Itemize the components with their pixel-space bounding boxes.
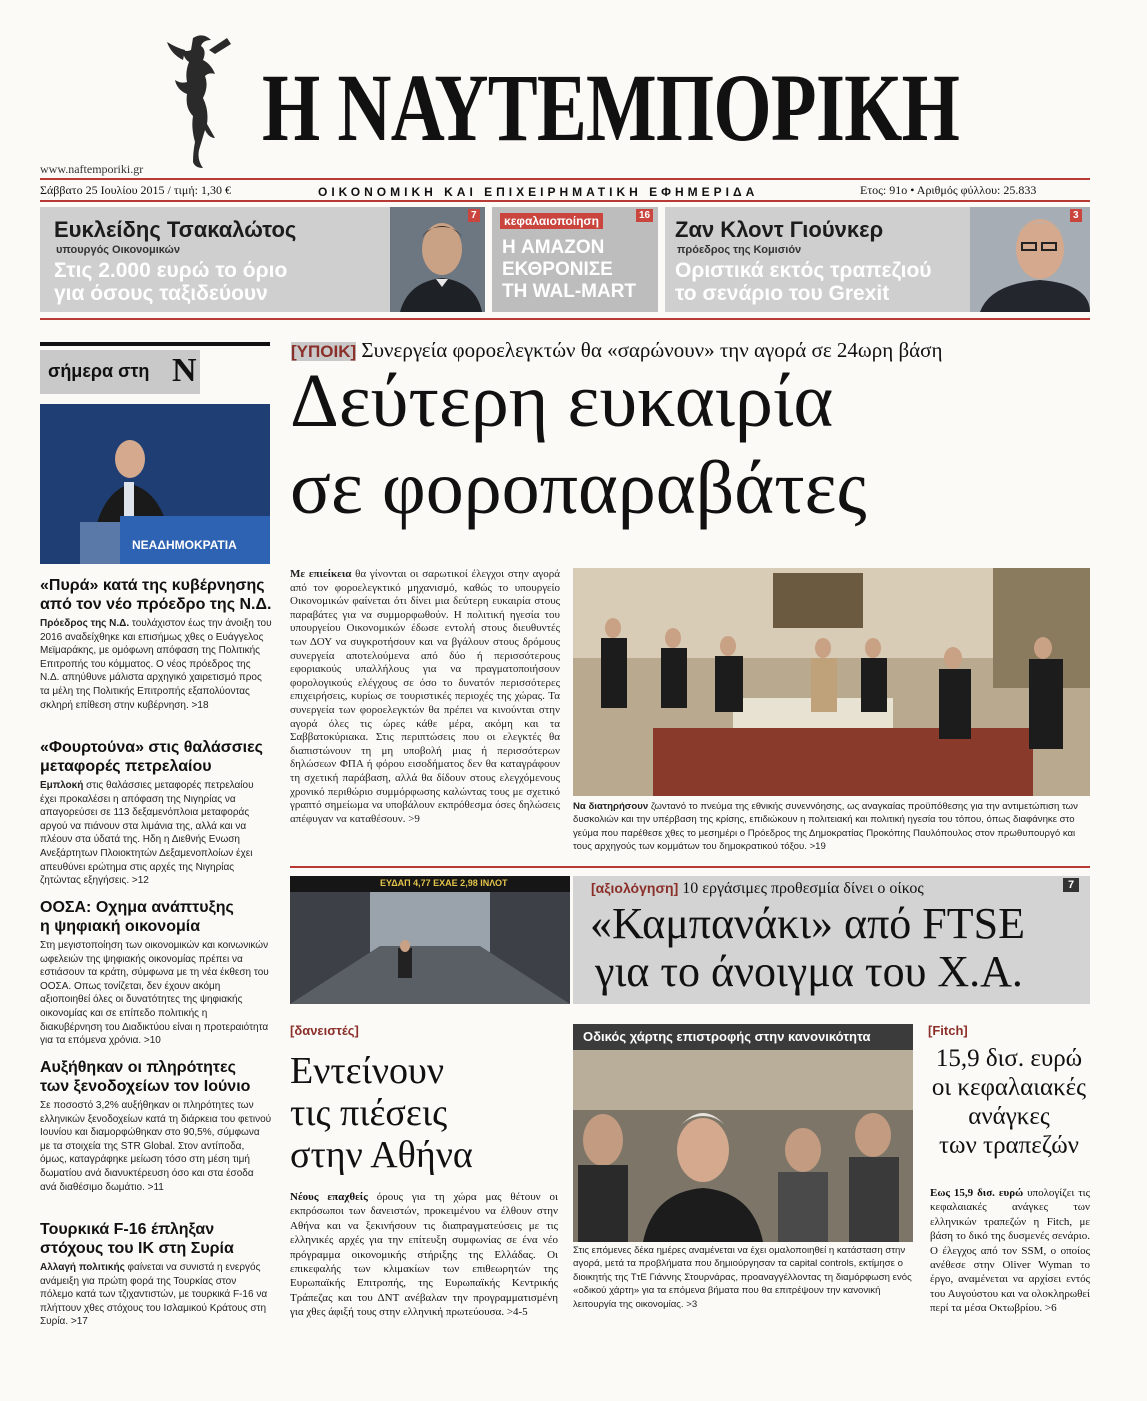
teaser-headline-line2: για όσους ταξιδεύουν — [54, 282, 268, 305]
section-rule — [40, 318, 1090, 320]
page-ref: 7 — [468, 209, 480, 222]
story-title-line2: των ξενοδοχείων τον Ιούνιο — [40, 1078, 251, 1095]
ftse-rule — [290, 866, 1090, 868]
lenders-headline-line1: Εντείνουν — [290, 1050, 445, 1092]
ftse-headline-line1: «Καμπανάκι» από FTSE — [590, 899, 1025, 948]
story-title-line1: «Πυρά» κατά της κυβέρνησης — [40, 577, 265, 594]
story-body: στις θαλάσσιες μεταφορές πετρελαίου έχει προκαλέσει η απόφαση της Νιγηρίας να απαγορεύσει σε 113 δεξαμενόπλοια μεταφοράς αργού να πιάνουν στα λιμάνια της, αλλά και να πλέουν στα ύδατά της. Ηδη η Διεθνής Ενωση Ανεξάρτητων Πλοιοκτητών Δεξαμενοπλοίων έχει απευθύνει ερώτημα στις αρχές της Νιγηρίας ζητώντας εξηγήσεις. >12 — [40, 780, 254, 887]
sidebar-story-5[interactable] — [40, 1220, 272, 1329]
stock-exchange-photo — [290, 876, 570, 1004]
lenders-headline[interactable] — [290, 1050, 473, 1176]
lead-body-lead: Με επιείκεια — [290, 568, 352, 580]
story-lead: Πρόεδρος της Ν.Δ. — [40, 618, 130, 629]
teaser-headline-line1: Στις 2.000 ευρώ το όριο — [54, 259, 288, 282]
lenders-kicker: [δανειστές] — [290, 1023, 359, 1038]
sidebar-story-2[interactable] — [40, 738, 272, 888]
sidebar-label: σήμερα στη — [48, 361, 150, 381]
teaser-rule — [40, 200, 1090, 202]
lenders-body-text: όρους για τη χώρα μας θέτουν οι εκπρόσωποι των δανειστών, προκειμένου να έλθουν στην Αθήνα και να ξεκινήσουν τις διαπραγματεύσεις με τις ελληνικές αρχές για την επίτευξη συμφωνίας σε ένα νέο πρόγραμμα οικονομικής στήριξης της Ελλάδας. Οι επικεφαλής των κλιμακίων των επιθεωρητών της Ευρωπαϊκής Επιτροπής, της Ευρωπαϊκής Κεντρικής Τράπεζας και του ΔΝΤ ανέβαλαν την προγραμματισμένη για χθες άφιξή τους στην ελληνική πρωτεύουσα. >4-5 — [290, 1191, 559, 1319]
page-ref: 7 — [1063, 878, 1079, 892]
photo-banner: ΝΕΑΔΗΜΟΚΡΑΤΙΑ — [132, 538, 237, 552]
lenders-body — [290, 1190, 558, 1320]
story-body: Στη μεγιστοποίηση των οικονομικών και κοινωνικών ωφελειών της ψηφιακής οικονομίας πρέπει να εστιάσουν τα κράτη, σύμφωνα με τη νέα έκθεση του ΟΟΣΑ. Οπως τονίζεται, δεν έχουν ακόμη αξιοποιηθεί όλες οι δυνατότητες της ψηφιακής οικονομίας και σε επίπεδο πολιτικής η διακυβέρνηση του Διαδικτύου είναι η προτεραιότητα για τα επόμενα χρόνια. >10 — [40, 940, 269, 1047]
ftse-headline-line2: για το άνοιγμα του Χ.Α. — [595, 947, 1023, 996]
presidential-lunch-photo — [573, 568, 1090, 796]
fitch-headline-line1: 15,9 δισ. ευρώ — [935, 1045, 1083, 1072]
lenders-body-lead: Νέους επαχθείς — [290, 1191, 368, 1203]
ftse-headline-box[interactable] — [573, 876, 1090, 1004]
sidebar-story-3[interactable] — [40, 898, 272, 1048]
story-body: φαίνεται να συνιστά η ενεργός ανάμειξη για πρώτη φορά της Τουρκίας στον πόλεμο κατά των τζιχαντιστών, με τουρκικά F-16 να πλήττουν χθες στόχους του Ισλαμικού Κράτους στη Συρία. >17 — [40, 1262, 268, 1328]
teaser-amazon[interactable] — [492, 207, 658, 312]
roadmap-banner-text: Οδικός χάρτης επιστροφής στην κανονικότητα — [583, 1029, 871, 1044]
roadmap-caption: Στις επόμενες δέκα ημέρες αναμένεται να έχει ομαλοποιηθεί η κατάσταση στην αγορά, μετά τα προβλήματα που δημιούργησαν τα capital controls, εκτίμησε ο διοικητής της ΤτΕ Γιάννης Στουρνάρας, προαναγγέλλοντας τη διαμόρφωση ενός «οδικού χάρτη» για τα επόμενα βήματα που θα επιτρέψουν την κανονική λειτουργία της οικονομίας. >3 — [573, 1245, 912, 1310]
ftse-kicker-text: 10 εργάσιμες προθεσμία δίνει ο οίκος — [682, 880, 924, 897]
teaser-role: πρόεδρος της Κομισιόν — [677, 244, 802, 256]
teaser-name: Ευκλείδης Τσακαλώτος — [54, 217, 297, 242]
story-body: τουλάχιστον έως την άνοιξη του 2016 αναδείχθηκε και επισήμως χθες ο Ευάγγελος Μεϊμαράκης, με ομόφωνη απόφαση της Πολιτικής Επιτροπής του κόμματος. Ο νέος πρόεδρος της Ν.Δ. απηύθυνε μάλιστα αρχηγικό χαιρετισμό προς τα μέλη της Πολιτικής Επιτροπής εξαπολύοντας σκληρή επίθεση στην κυβέρνηση. >18 — [40, 618, 272, 711]
fitch-headline-line2: οι κεφαλαιακές — [931, 1074, 1087, 1101]
ftse-kicker-tag: [αξιολόγηση] — [591, 880, 679, 896]
masthead-rule — [40, 178, 1090, 180]
teaser-juncker[interactable] — [665, 207, 1090, 312]
meimarakis-photo — [40, 404, 270, 564]
fitch-kicker: [Fitch] — [928, 1023, 968, 1038]
story-title-line2: η ψηφιακή οικονομία — [40, 918, 201, 935]
story-title-line2: μεταφορές πετρελαίου — [40, 758, 212, 775]
sidebar-story-1[interactable] — [40, 576, 272, 712]
portrait-photo — [390, 207, 485, 312]
masthead-tagline: ΟΙΚΟΝΟΜΙΚΗ ΚΑΙ ΕΠΙΧΕΙΡΗΜΑΤΙΚΗ ΕΦΗΜΕΡΙΔΑ — [318, 185, 759, 199]
story-title-line1: ΟΟΣΑ: Οχημα ανάπτυξης — [40, 899, 234, 916]
teaser-role: υπουργός Οικονομικών — [56, 244, 180, 256]
teaser-tsakalotos[interactable] — [40, 207, 485, 312]
lenders-headline-line3: στην Αθήνα — [290, 1134, 473, 1176]
lead-headline-line2[interactable]: σε φοροπαραβάτες — [290, 446, 867, 530]
roadmap-banner — [573, 1024, 913, 1050]
ticker-board: ΕΥΔΑΠ 4,77 ΕΧΑΕ 2,98 ΙΝΛΟΤ — [380, 878, 508, 888]
ftse-kicker — [591, 880, 924, 898]
story-title-line2: στόχους του ΙΚ στη Συρία — [40, 1240, 234, 1257]
fitch-headline-line3: ανάγκες — [968, 1103, 1050, 1130]
photo-caption — [573, 800, 1090, 854]
page-ref: 16 — [636, 209, 653, 222]
portrait-photo — [970, 207, 1090, 312]
sidebar-label-letter: N — [172, 352, 197, 389]
lead-body-text: θα γίνονται οι σαρωτικοί έλεγχοι στην αγορά από τον φοροελεγκτικό μηχανισμό, καθώς το υπουργείο Οικονομικών φαίνεται ότι δίνει μια δεύτερη ευκαιρία στους παραβάτες για να συμμορφωθούν. Η πολιτική ηγεσία του υπουργείου Οικονομικών έδωσε εντολή στους διευθυντές των ΔΟΥ να συγκροτήσουν και να βγάλουν στους δρόμους συνεργεία αποτελούμενα από δύο ή περισσότερους εφοριακούς υπαλλήλους για να πραγματοποιήσουν φορολογικούς ελέγχους σε όσο το δυνατόν περισσότερες επιχειρήσεις, κυρίως σε τουριστικές περιοχές της χώρας. Τα συνεργεία των φοροελεγκτών θα πρέπει να κινούνται στην αγορά όλες τις ώρες κάθε μέρα, ακόμη και τα Σαββατοκύριακα. Στις περιπτώσεις που οι ελεγκτές θα διαπιστώνουν τη μη υποβολή μιας ή περισσότερων δηλώσεων ΦΠΑ ή φόρου εισοδήματος δεν θα καταγράφουν τη σχετική παράβαση, αλλά θα δίδουν στους ελεγχόμενους χρονικό περιθώριο συμμόρφωσης καλώντας τους με σχετικό γραπτό σημείωμα να υποβάλουν εκπρόθεσμα όσες δηλώσεις απέφυγαν να καταθέσουν. >9 — [290, 568, 560, 825]
website-url[interactable]: www.naftemporiki.gr — [40, 162, 144, 176]
sidebar-story-4[interactable] — [40, 1058, 272, 1194]
lead-body — [290, 568, 560, 826]
date-price: Σάββατο 25 Ιουλίου 2015 / τιμή: 1,30 € — [40, 183, 231, 197]
story-title-line2: από τον νέο πρόεδρο της Ν.Δ. — [40, 596, 272, 613]
fitch-body-text: υπολογίζει τις κεφαλαιακές ανάγκες των ελληνικών τραπεζών η Fitch, με βάση το δικό της δυσμενές σενάριο. Ο έλεγχος από τον SSM, ο οποίος ανέθεσε στην Oliver Wyman το έργο, αναμένεται να αρχίσει εντός του Αυγούστου και να ολοκληρωθεί περί τα μέσα Οκτωβρίου. >6 — [930, 1187, 1090, 1315]
story-lead: Εμπλοκή — [40, 780, 84, 791]
teaser-line1: Η AMAZON — [502, 237, 605, 258]
fitch-headline-line4: των τραπεζών — [938, 1132, 1079, 1159]
lead-headline-line1[interactable]: Δεύτερη ευκαιρία — [290, 359, 834, 443]
sidebar-label-box — [40, 350, 200, 394]
hermes-logo — [163, 30, 243, 180]
fitch-headline[interactable] — [928, 1044, 1090, 1160]
issue-info: Ετος: 91ο • Αριθμός φύλλου: 25.833 — [860, 183, 1037, 197]
masthead-title: Η ΝΑΥΤΕΜΠΟΡΙΚΗ — [262, 54, 960, 161]
story-lead: Αλλαγή πολιτικής — [40, 1262, 125, 1273]
lead-kicker-tag: [ΥΠΟΙΚ] — [291, 342, 357, 361]
sidebar-rule — [40, 342, 270, 346]
lead-kicker-text: Συνεργεία φοροελεγκτών θα «σαρώνουν» την αγορά σε 24ωρη βάση — [361, 338, 943, 362]
story-title-line1: «Φουρτούνα» στις θαλάσσιες — [40, 739, 263, 756]
fitch-body-lead: Εως 15,9 δισ. ευρώ — [930, 1187, 1024, 1199]
teaser-kicker: κεφαλαιοποίηση — [500, 213, 603, 229]
teaser-headline-line1: Οριστικά εκτός τραπεζιού — [675, 259, 932, 282]
story-title-line1: Αυξήθηκαν οι πληρότητες — [40, 1059, 236, 1076]
caption-text: ζωντανό το πνεύμα της εθνικής συνεννόησης, ως αναγκαίας προϋπόθεσης για την αντιμετώπιση των δυσκολιών και την υπέρβαση της κρίσης, επιδιώκουν η πολιτειακή και πολιτική ηγεσία του τόπου, όπως διαφάνηκε στο γεύμα που παρέθεσε χθες το μεσημέρι ο Πρόεδρος της Δημοκρατίας Προκόπης Παυλόπουλος στον πρωθυπουργό και τους αρχηγούς των κομμάτων του δημοκρατικού τόξου. >19 — [573, 801, 1078, 853]
lenders-headline-line2: τις πιέσεις — [290, 1092, 448, 1134]
fitch-body — [930, 1186, 1090, 1316]
teaser-headline-line2: το σενάριο του Grexit — [675, 282, 890, 305]
caption-lead: Να διατηρήσουν — [573, 801, 649, 812]
page-ref: 3 — [1070, 209, 1082, 222]
teaser-name: Ζαν Κλοντ Γιούνκερ — [675, 217, 884, 242]
story-title-line1: Τουρκικά F-16 έπληξαν — [40, 1221, 215, 1238]
teaser-line2: ΕΚΘΡΟΝΙΣΕ — [502, 259, 613, 280]
story-body: Σε ποσοστό 3,2% αυξήθηκαν οι πληρότητες των ελληνικών ξενοδοχείων κατά τη διάρκεια του φετινού Ιουνίου και διαμορφώθηκαν στο 90,5%, σύμφωνα με τα στοιχεία της STR Global. Στον αντίποδα, όμως, καταγράφηκε μείωση τόσο στη μέση τιμή δωματίου ανά διανυκτέρευση όσο και στα έσοδα ανά διαθέσιμο δωμάτιο. >11 — [40, 1100, 272, 1193]
teaser-line3: ΤΗ WAL-MART — [502, 281, 637, 302]
stournaras-photo — [573, 1050, 913, 1242]
